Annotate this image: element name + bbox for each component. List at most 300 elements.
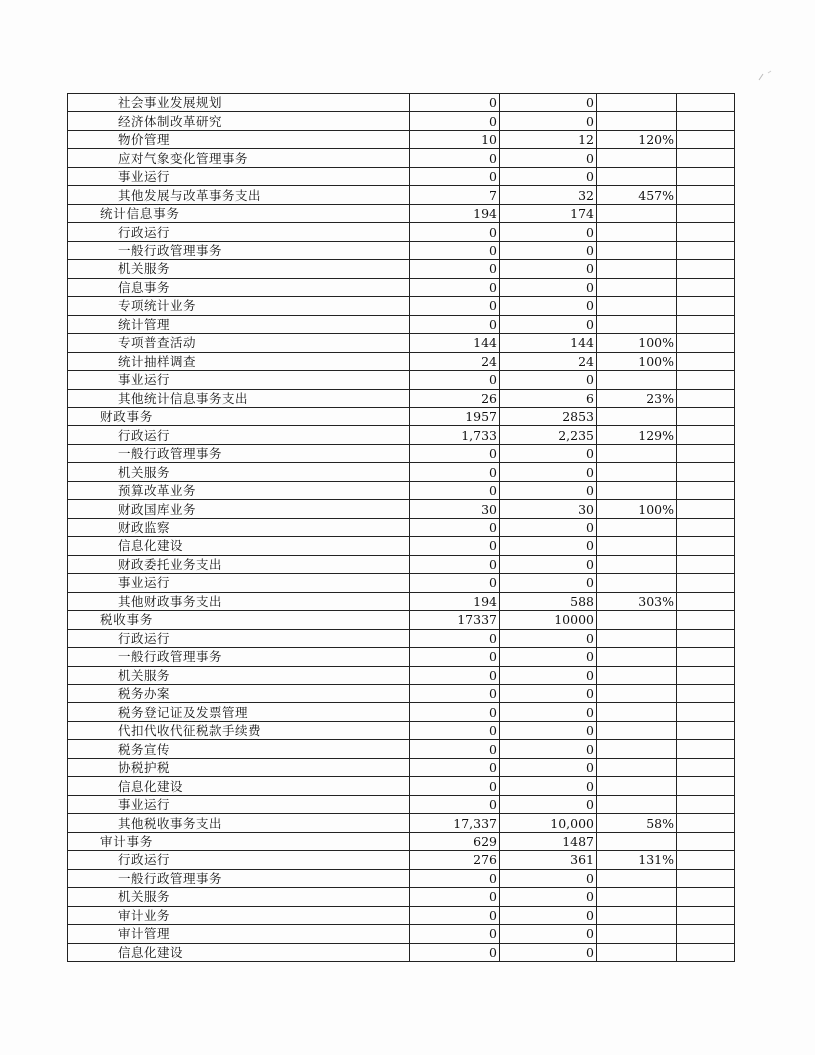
item-name: 财政监察 [118,520,171,536]
value-2-cell: 2853 [500,407,597,425]
ratio-cell: 58% [597,814,677,832]
blank-cell [677,444,735,462]
blank-cell [677,777,735,795]
blank-cell [677,758,735,776]
blank-cell [677,463,735,481]
value-1-cell: 629 [410,832,500,850]
item-name-cell [68,758,410,776]
value-1-cell: 0 [410,278,500,296]
value-2-cell: 0 [500,555,597,573]
value-1-cell: 0 [410,260,500,278]
scan-speck-mark [757,70,775,82]
table-row [68,537,735,555]
blank-cell [677,832,735,850]
value-2-cell: 144 [500,334,597,352]
value-2-cell: 0 [500,629,597,647]
item-name-cell [68,500,410,518]
blank-cell [677,315,735,333]
value-2-cell: 0 [500,648,597,666]
item-name: 税务办案 [118,686,171,702]
item-name: 一般行政管理事务 [118,649,223,665]
ratio-cell [597,149,677,167]
value-1-cell: 24 [410,352,500,370]
category-row [68,204,735,222]
value-2-cell: 10,000 [500,814,597,832]
value-1-cell: 0 [410,241,500,259]
value-2-cell: 0 [500,260,597,278]
item-name: 信息化建设 [118,538,184,554]
item-name: 物价管理 [118,132,171,148]
value-1-cell: 0 [410,758,500,776]
ratio-cell [597,666,677,684]
item-name-cell [68,518,410,536]
ratio-cell: 23% [597,389,677,407]
item-name: 机关服务 [118,261,171,277]
blank-cell [677,611,735,629]
item-name-cell [68,297,410,315]
item-name-cell [68,149,410,167]
blank-cell [677,297,735,315]
value-1-cell: 0 [410,648,500,666]
blank-cell [677,851,735,869]
value-2-cell: 0 [500,112,597,130]
table-row [68,167,735,185]
item-name-cell [68,278,410,296]
item-name: 一般行政管理事务 [118,242,223,258]
item-name: 财政国库业务 [118,501,197,517]
table-row [68,777,735,795]
blank-cell [677,278,735,296]
value-2-cell: 0 [500,463,597,481]
ratio-cell: 120% [597,130,677,148]
ratio-cell: 457% [597,186,677,204]
item-name: 审计业务 [118,907,171,923]
ratio-cell [597,758,677,776]
ratio-cell [597,241,677,259]
table-row [68,481,735,499]
value-2-cell: 10000 [500,611,597,629]
table-row [68,795,735,813]
value-1-cell: 0 [410,112,500,130]
blank-cell [677,906,735,924]
value-1-cell: 0 [410,555,500,573]
blank-cell [677,407,735,425]
table-row [68,186,735,204]
item-name-cell [68,925,410,943]
item-name: 税务宣传 [118,741,171,757]
item-name-cell [68,740,410,758]
value-1-cell: 0 [410,777,500,795]
ratio-cell [597,204,677,222]
item-name: 其他财政事务支出 [118,593,223,609]
item-name-cell [68,112,410,130]
value-2-cell: 0 [500,278,597,296]
item-name: 事业运行 [118,169,171,185]
ratio-cell [597,167,677,185]
ratio-cell [597,297,677,315]
ratio-cell [597,703,677,721]
blank-cell [677,130,735,148]
item-name: 机关服务 [118,889,171,905]
item-name-cell [68,721,410,739]
blank-cell [677,592,735,610]
ratio-cell [597,260,677,278]
value-1-cell: 0 [410,371,500,389]
item-name: 机关服务 [118,464,171,480]
value-2-cell: 0 [500,241,597,259]
table-row [68,758,735,776]
item-name-cell [68,260,410,278]
item-name: 行政运行 [118,852,171,868]
value-2-cell: 32 [500,186,597,204]
item-name-cell [68,352,410,370]
ratio-cell [597,740,677,758]
table-row [68,334,735,352]
blank-cell [677,685,735,703]
ratio-cell [597,629,677,647]
value-2-cell: 0 [500,721,597,739]
ratio-cell [597,555,677,573]
ratio-cell [597,574,677,592]
table-row [68,943,735,961]
table-row [68,869,735,887]
value-1-cell: 0 [410,906,500,924]
ratio-cell [597,777,677,795]
blank-cell [677,925,735,943]
table-row [68,297,735,315]
item-name-cell [68,94,410,112]
item-name-cell [68,167,410,185]
item-name: 协税护税 [118,760,171,776]
item-name: 信息化建设 [118,778,184,794]
blank-cell [677,740,735,758]
table-row [68,703,735,721]
item-name: 财政事务 [100,409,154,425]
table-row [68,555,735,573]
value-1-cell: 0 [410,297,500,315]
ratio-cell: 100% [597,334,677,352]
item-name: 税收事务 [100,612,154,628]
item-name-cell [68,444,410,462]
category-row [68,407,735,425]
ratio-cell: 131% [597,851,677,869]
table-row [68,389,735,407]
budget-expenditure-table [67,93,735,962]
item-name: 代扣代收代征税款手续费 [118,723,262,739]
value-2-cell: 24 [500,352,597,370]
item-name-cell [68,906,410,924]
value-1-cell: 0 [410,943,500,961]
table-row [68,149,735,167]
item-name: 事业运行 [118,575,171,591]
blank-cell [677,223,735,241]
item-name-cell [68,869,410,887]
ratio-cell [597,94,677,112]
item-name: 一般行政管理事务 [118,870,223,886]
value-1-cell: 0 [410,444,500,462]
item-name: 专项普查活动 [118,335,197,351]
value-2-cell: 6 [500,389,597,407]
value-1-cell: 0 [410,518,500,536]
value-1-cell: 0 [410,721,500,739]
value-1-cell: 0 [410,481,500,499]
item-name: 事业运行 [118,372,171,388]
item-name-cell [68,481,410,499]
table-row [68,814,735,832]
value-1-cell: 0 [410,795,500,813]
value-2-cell: 0 [500,666,597,684]
category-row [68,832,735,850]
value-1-cell: 0 [410,463,500,481]
category-row [68,611,735,629]
item-name-cell [68,186,410,204]
item-name-cell [68,777,410,795]
value-1-cell: 30 [410,500,500,518]
ratio-cell [597,278,677,296]
value-1-cell: 0 [410,888,500,906]
blank-cell [677,260,735,278]
table-row [68,925,735,943]
value-1-cell: 194 [410,204,500,222]
blank-cell [677,334,735,352]
item-name: 财政委托业务支出 [118,556,223,572]
value-2-cell: 12 [500,130,597,148]
ratio-cell [597,906,677,924]
ratio-cell [597,315,677,333]
blank-cell [677,537,735,555]
ratio-cell [597,444,677,462]
value-1-cell: 17337 [410,611,500,629]
table-row [68,463,735,481]
value-2-cell: 2,235 [500,426,597,444]
value-2-cell: 0 [500,869,597,887]
ratio-cell [597,943,677,961]
ratio-cell [597,888,677,906]
value-2-cell: 0 [500,906,597,924]
value-2-cell: 0 [500,795,597,813]
item-name-cell [68,666,410,684]
blank-cell [677,888,735,906]
value-1-cell: 1957 [410,407,500,425]
item-name-cell [68,814,410,832]
value-1-cell: 0 [410,574,500,592]
ratio-cell [597,463,677,481]
blank-cell [677,943,735,961]
item-name-cell [68,334,410,352]
table-row [68,740,735,758]
value-2-cell: 0 [500,297,597,315]
value-2-cell: 30 [500,500,597,518]
item-name: 应对气象变化管理事务 [118,150,249,166]
item-name: 行政运行 [118,224,171,240]
ratio-cell: 303% [597,592,677,610]
value-2-cell: 0 [500,685,597,703]
item-name-cell [68,130,410,148]
value-1-cell: 0 [410,869,500,887]
value-1-cell: 17,337 [410,814,500,832]
blank-cell [677,426,735,444]
blank-cell [677,721,735,739]
item-name: 信息化建设 [118,944,184,960]
blank-cell [677,352,735,370]
ratio-cell [597,832,677,850]
value-1-cell: 194 [410,592,500,610]
item-name-cell [68,574,410,592]
value-1-cell: 0 [410,167,500,185]
blank-cell [677,204,735,222]
ratio-cell [597,795,677,813]
item-name-cell [68,241,410,259]
table-row [68,629,735,647]
ratio-cell: 129% [597,426,677,444]
value-1-cell: 0 [410,223,500,241]
value-1-cell: 26 [410,389,500,407]
value-2-cell: 0 [500,94,597,112]
blank-cell [677,518,735,536]
item-name: 机关服务 [118,667,171,683]
item-name: 信息事务 [118,279,171,295]
item-name: 行政运行 [118,427,171,443]
ratio-cell [597,112,677,130]
ratio-cell [597,685,677,703]
item-name: 其他税收事务支出 [118,815,223,831]
item-name: 统计信息事务 [100,206,180,222]
value-1-cell: 144 [410,334,500,352]
value-2-cell: 0 [500,537,597,555]
value-2-cell: 0 [500,574,597,592]
value-1-cell: 0 [410,315,500,333]
value-1-cell: 0 [410,629,500,647]
item-name-cell [68,389,410,407]
value-2-cell: 0 [500,777,597,795]
table-row [68,444,735,462]
blank-cell [677,795,735,813]
item-name-cell [68,611,410,629]
item-name: 预算改革业务 [118,483,197,499]
value-2-cell: 0 [500,943,597,961]
item-name: 统计管理 [118,316,171,332]
item-name: 其他发展与改革事务支出 [118,187,262,203]
value-2-cell: 0 [500,888,597,906]
value-2-cell: 0 [500,481,597,499]
value-1-cell: 0 [410,537,500,555]
value-2-cell: 0 [500,925,597,943]
blank-cell [677,112,735,130]
value-2-cell: 0 [500,167,597,185]
item-name-cell [68,204,410,222]
value-2-cell: 0 [500,703,597,721]
value-1-cell: 0 [410,703,500,721]
table-row [68,426,735,444]
value-1-cell: 10 [410,130,500,148]
table-row [68,94,735,112]
value-1-cell: 0 [410,94,500,112]
item-name: 审计事务 [100,833,154,849]
value-1-cell: 276 [410,851,500,869]
value-2-cell: 0 [500,740,597,758]
table-row [68,278,735,296]
ratio-cell [597,648,677,666]
table-row [68,685,735,703]
value-2-cell: 588 [500,592,597,610]
blank-cell [677,371,735,389]
table-row [68,721,735,739]
item-name: 事业运行 [118,797,171,813]
table-body [68,94,735,962]
item-name-cell [68,592,410,610]
ratio-cell: 100% [597,500,677,518]
table-row [68,888,735,906]
table-row [68,851,735,869]
item-name-cell [68,703,410,721]
value-1-cell: 0 [410,685,500,703]
value-1-cell: 0 [410,666,500,684]
item-name: 审计管理 [118,926,171,942]
item-name: 社会事业发展规划 [118,95,223,111]
item-name-cell [68,832,410,850]
table-row [68,666,735,684]
value-1-cell: 7 [410,186,500,204]
item-name: 其他统计信息事务支出 [118,390,249,406]
blank-cell [677,389,735,407]
item-name-cell [68,407,410,425]
ratio-cell [597,481,677,499]
ratio-cell [597,407,677,425]
value-2-cell: 1487 [500,832,597,850]
value-2-cell: 174 [500,204,597,222]
table-row [68,130,735,148]
item-name: 行政运行 [118,630,171,646]
item-name-cell [68,555,410,573]
table-row [68,500,735,518]
blank-cell [677,666,735,684]
item-name-cell [68,463,410,481]
blank-cell [677,869,735,887]
blank-cell [677,149,735,167]
blank-cell [677,186,735,204]
item-name-cell [68,888,410,906]
blank-cell [677,555,735,573]
blank-cell [677,94,735,112]
table-row [68,574,735,592]
table-row [68,592,735,610]
table-row [68,112,735,130]
value-2-cell: 0 [500,444,597,462]
item-name-cell [68,648,410,666]
blank-cell [677,167,735,185]
item-name-cell [68,371,410,389]
item-name-cell [68,629,410,647]
table-row [68,352,735,370]
item-name-cell [68,426,410,444]
blank-cell [677,241,735,259]
ratio-cell [597,223,677,241]
item-name: 专项统计业务 [118,298,197,314]
item-name-cell [68,851,410,869]
blank-cell [677,481,735,499]
item-name-cell [68,795,410,813]
value-1-cell: 0 [410,149,500,167]
table-row [68,315,735,333]
value-2-cell: 361 [500,851,597,869]
item-name: 统计抽样调查 [118,353,197,369]
value-1-cell: 0 [410,925,500,943]
value-2-cell: 0 [500,758,597,776]
table-row [68,241,735,259]
ratio-cell [597,518,677,536]
item-name-cell [68,537,410,555]
ratio-cell [597,925,677,943]
